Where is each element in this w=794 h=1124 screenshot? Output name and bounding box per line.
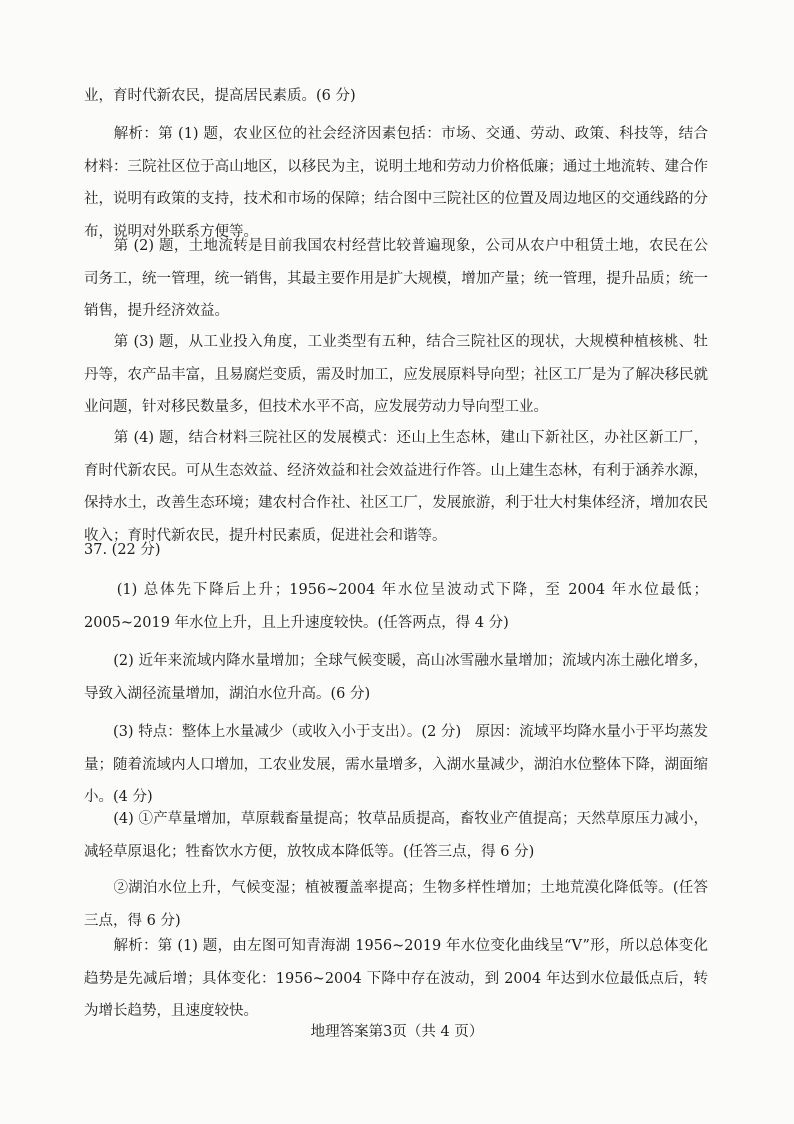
answer-37-1: (1) 总体先下降后上升；1956~2004 年水位呈波动式下降，至 2004 年水位最低；2005~2019 年水位上升，且上升速度较快。(任答两点，得 4 分) <box>84 582 708 631</box>
page-footer: 地理答案第3页（共 4 页） <box>310 1024 484 1040</box>
answer-37-4-part2: ②湖泊水位上升，气候变湿；植被覆盖率提高；生物多样性增加；土地荒漠化降低等。(任答三点，得 6 分) <box>84 880 708 929</box>
paragraph-analysis-q4: 第 (4) 题，结合材料三院社区的发展模式：还山上生态林，建山下新社区，办社区新工厂，育时代新农民。可从生态效益、经济效益和社会效益进行作答。山上建生态林，有利于涵养水源，保持水土，改善生态环境；建农村合作社、社区工厂，发展旅游，利于壮大村集体经济，增加农民收入；育时代新农民，提升村民素质，促进社会和谐等。 <box>84 430 708 544</box>
answer-37-3: (3) 特点：整体上水量减少（或收入小于支出）。(2 分) 原因：流域平均降水量小于平均蒸发量；随着流域内人口增加，工农业发展，需水量增多，入湖水量减少，湖泊水位整体下降，湖面缩小。(4 分) <box>84 724 708 805</box>
paragraph-analysis-q3: 第 (3) 题，从工业投入角度，工业类型有五种，结合三院社区的现状，大规模种植核桃、牡丹等，农产品丰富，且易腐烂变质，需及时加工，应发展原料导向型；社区工厂是为了解决移民就业问题，针对移民数量多，但技术水平不高，应发展劳动力导向型工业。 <box>84 334 708 415</box>
answer-37-2: (2) 近年来流域内降水量增加；全球气候变暖，高山冰雪融水量增加；流域内冻土融化增多，导致入湖径流量增加，湖泊水位升高。(6 分) <box>84 653 708 702</box>
analysis-37-1: 解析：第 (1) 题，由左图可知青海湖 1956~2019 年水位变化曲线呈“V”形，所以总体变化趋势是先减后增；具体变化：1956~2004 下降中存在波动，到 2004 年达到水位最低点后，转为增长趋势，且速度较快。 <box>84 938 708 1019</box>
paragraph-analysis-q2: 第 (2) 题，土地流转是目前我国农村经营比较普遍现象，公司从农户中租赁土地，农民在公司务工，统一管理，统一销售，其最主要作用是扩大规模，增加产量；统一管理，提升品质；统一销售，提升经济效益。 <box>84 238 708 319</box>
answer-37-4-part1: (4) ①产草量增加，草原载畜量提高；牧草品质提高，畜牧业产值提高；天然草原压力减小，减轻草原退化；牲畜饮水方便，放牧成本降低等。(任答三点，得 6 分) <box>84 811 708 860</box>
question-37-heading: 37. (22 分) <box>84 542 161 558</box>
paragraph-intro-tail: 业，育时代新农民，提高居民素质。(6 分) <box>84 88 356 104</box>
paragraph-analysis-q1: 解析：第 (1) 题，农业区位的社会经济因素包括：市场、交通、劳动、政策、科技等，结合材料：三院社区位于高山地区，以移民为主，说明土地和劳动力价格低廉；通过土地流转、建合作社，说明有政策的支持，技术和市场的保障；结合图中三院社区的位置及周边地区的交通线路的分布，说明对外联系方便等。 <box>84 126 708 240</box>
